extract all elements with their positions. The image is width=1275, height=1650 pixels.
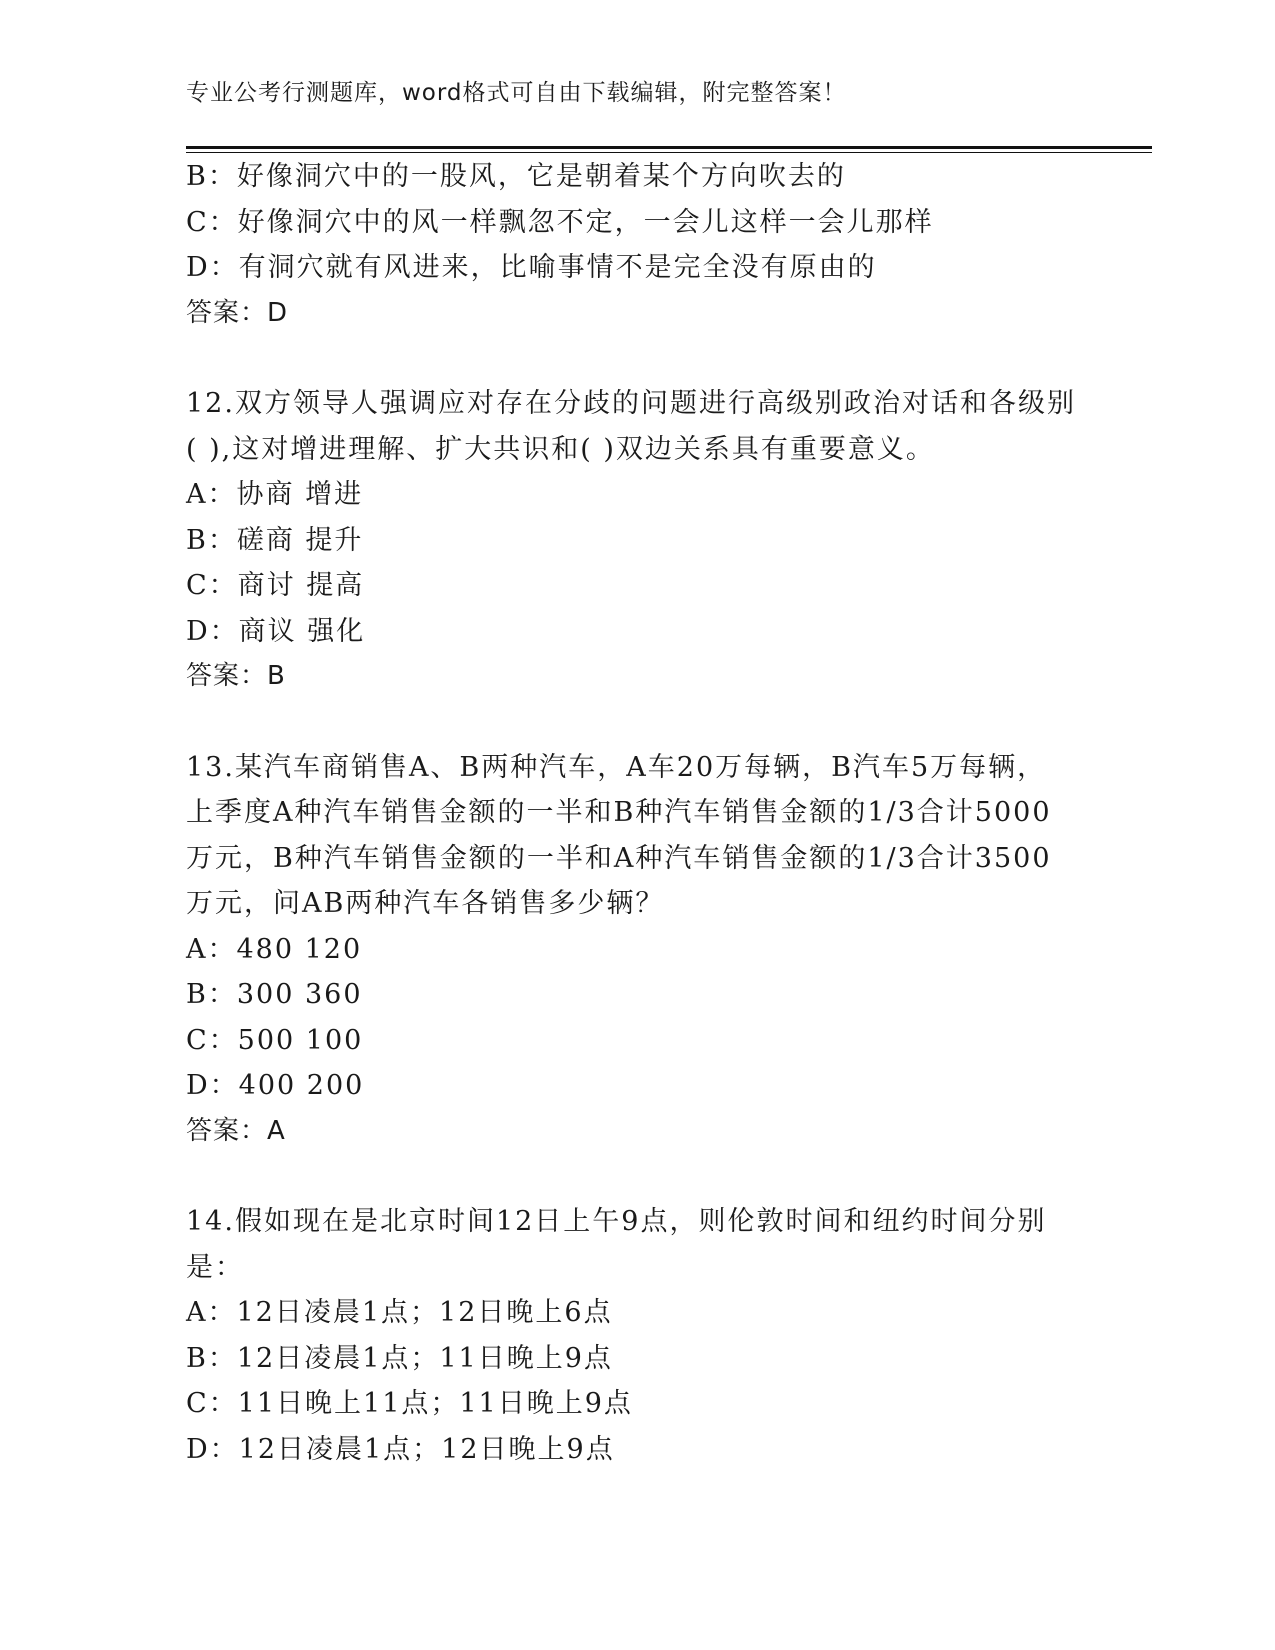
option-c: C：500 100 <box>186 1024 364 1056</box>
question-stem: 上季度A种汽车销售金额的一半和B种汽车销售金额的1/3合计5000 <box>186 797 1052 828</box>
question-stem: 是： <box>186 1251 244 1283</box>
question-stem: 万元，B种汽车销售金额的一半和A种汽车销售金额的1/3合计3500 <box>186 842 1052 874</box>
prev-question <box>186 154 1086 336</box>
answer-line: 答案：B <box>186 661 286 691</box>
question-stem: ( ),这对增进理解、扩大共识和( )双边关系具有重要意义。 <box>186 433 935 465</box>
question-stem: 12.双方领导人强调应对存在分歧的问题进行高级别政治对话和各级别 <box>186 388 1076 419</box>
page-header: 专业公考行测题库，word格式可自由下载编辑，附完整答案！ <box>186 80 847 106</box>
option-b: B：12日凌晨1点；11日晚上9点 <box>186 1342 613 1374</box>
option-b: B：磋商 提升 <box>186 524 364 556</box>
option-a: A：480 120 <box>186 933 363 965</box>
option-a: A：12日凌晨1点；12日晚上6点 <box>186 1297 613 1328</box>
option-d: D：商议 强化 <box>186 615 366 647</box>
question-stem: 14.假如现在是北京时间12日上午9点，则伦敦时间和纽约时间分别 <box>186 1206 1047 1237</box>
option-d: D：12日凌晨1点；12日晚上9点 <box>186 1433 615 1465</box>
option-c: C：好像洞穴中的风一样飘忽不定，一会儿这样一会儿那样 <box>186 206 934 238</box>
spacer <box>186 336 1086 381</box>
question-content <box>186 154 1086 1472</box>
option-a: A：协商 增进 <box>186 479 364 510</box>
question-stem: 13.某汽车商销售A、B两种汽车，A车20万每辆，B汽车5万每辆， <box>186 751 1047 783</box>
question-12 <box>186 381 1086 700</box>
option-d: D：有洞穴就有风进来，比喻事情不是完全没有原由的 <box>186 252 877 283</box>
option-c: C：11日晚上11点；11日晚上9点 <box>186 1388 633 1419</box>
spacer <box>186 700 1086 745</box>
option-b: B：好像洞穴中的一股风，它是朝着某个方向吹去的 <box>186 161 846 192</box>
header-rule-thick <box>186 146 1152 149</box>
option-d: D：400 200 <box>186 1070 365 1101</box>
answer-line: 答案：D <box>186 297 289 328</box>
answer-line: 答案：A <box>186 1115 286 1146</box>
option-b: B：300 360 <box>186 979 363 1010</box>
question-14 <box>186 1199 1086 1472</box>
question-stem: 万元，问AB两种汽车各销售多少辆？ <box>186 888 665 919</box>
question-13 <box>186 745 1086 1155</box>
option-c: C：商讨 提高 <box>186 570 365 601</box>
header-rule-thin <box>186 152 1152 153</box>
spacer <box>186 1154 1086 1199</box>
